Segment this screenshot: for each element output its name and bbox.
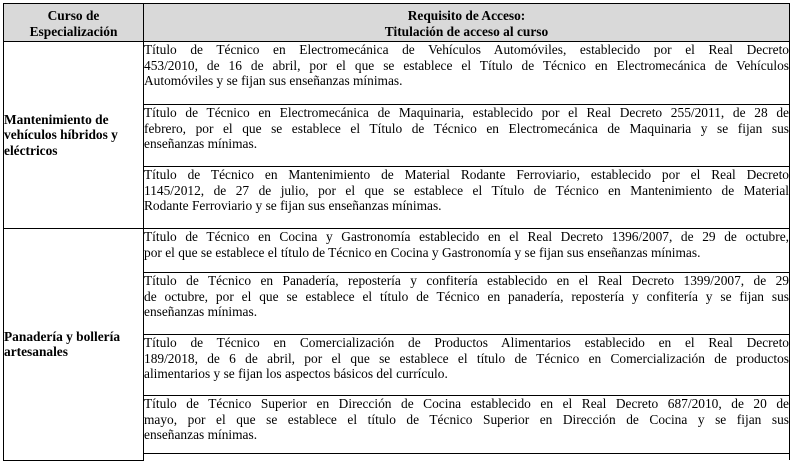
header-course-line: Curso de — [47, 8, 100, 23]
course-line: Mantenimiento de — [4, 111, 109, 127]
requirement-line: Automóviles y se fijan sus enseñanzas mínimas. — [144, 73, 403, 89]
requirement-line: 1145/2012, de 27 de julio, por el que se establece el Título de Técnico en Mantenimiento de Material — [144, 182, 789, 198]
requirement-line: Título de Técnico en Panadería, repostería y confitería establecido en el Real Decreto 1399/2007, de 29 — [144, 273, 789, 288]
requirement-line: enseñanzas mínimas. — [144, 304, 258, 320]
requirement-line: Título de Técnico en Mantenimiento de Material Rodante Ferroviario, establecido por el Real Decreto — [144, 167, 789, 182]
requirement-line: Título de Técnico Superior en Dirección de Cocina establecido en el Real Decreto 687/2010, de 20 de — [144, 396, 789, 411]
course-line: vehículos híbridos y — [4, 127, 118, 143]
requirement-cell — [144, 42, 790, 105]
header-course — [4, 4, 144, 42]
requirement-cell — [144, 273, 790, 335]
course-line: artesanales — [4, 344, 68, 360]
course-line: eléctricos — [4, 142, 58, 158]
requirement-line: Rodante Ferroviario y se fijan sus enseñanzas mínimas. — [144, 198, 442, 214]
requirement-cell — [144, 229, 790, 273]
requirement-cell — [144, 396, 790, 454]
requirement-cell — [144, 167, 790, 229]
requirement-line: 189/2018, de 6 de abril, por el que se establece el título de Técnico en Comercialización de productos — [144, 350, 789, 366]
course-cell-mantenimiento — [4, 42, 144, 229]
requirement-line: Título de Técnico en Electromecánica de Maquinaria, establecido por el Real Decreto 255/2011, de 28 de — [144, 105, 789, 120]
requirement-line: enseñanzas mínimas. — [144, 427, 258, 443]
header-requirement-line: Requisito de Acceso: — [407, 8, 526, 23]
requirement-line: alimentarios y se fijan los aspectos básicos del currículo. — [144, 366, 448, 382]
access-requirements-table — [3, 3, 790, 461]
requirement-line: 453/2010, de 16 de abril, por el que se establece el Título de Técnico en Electromecánica de Vehículos — [144, 57, 789, 73]
course-cell-panaderia — [4, 229, 144, 461]
header-requirement-line: Titulación de acceso al curso — [384, 23, 549, 39]
requirement-line: Título de Técnico en Electromecánica de Vehículos Automóviles, establecido por el Real Decreto — [144, 42, 789, 57]
course-line: Panadería y bollería — [4, 328, 121, 344]
requirement-cell — [144, 105, 790, 167]
requirement-line: por el que se establece el título de Técnico en Cocina y Gastronomía y se fijan sus enseñanzas mínimas. — [144, 244, 701, 260]
header-course-line: Especialización — [29, 23, 118, 39]
requirement-line: mayo, por el que se establece el título de Técnico Superior en Dirección de Cocina y se fijan sus — [144, 411, 789, 427]
requirement-cell — [144, 335, 790, 396]
header-requirement — [144, 4, 790, 42]
requirement-line: Título de Técnico en Cocina y Gastronomía establecido en el Real Decreto 1396/2007, de 29 de octubre, — [144, 229, 789, 244]
table-row — [4, 229, 790, 273]
continuation-cell — [144, 454, 790, 461]
requirement-line: de octubre, por el que se establece el título de Técnico en panadería, repostería y confitería y se fijan sus — [144, 288, 789, 304]
table-row — [4, 42, 790, 105]
requirement-line: Título de Técnico en Comercialización de Productos Alimentarios establecido en el Real Decreto — [144, 335, 789, 350]
table-header-row — [4, 4, 790, 42]
requirement-line: febrero, por el que se establece el Título de Técnico en Electromecánica de Maquinaria y se fijan sus — [144, 120, 789, 136]
requirement-line: enseñanzas mínimas. — [144, 136, 258, 152]
